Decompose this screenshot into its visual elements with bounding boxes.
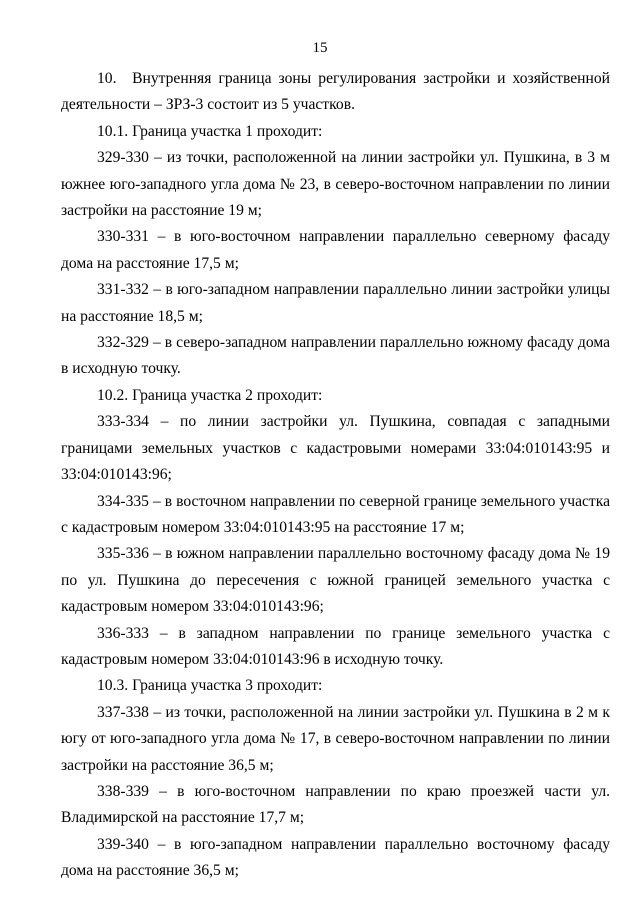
paragraph-10: 10. Внутренняя граница зоны регулирования застройки и хозяйственной деятельности – ЗРЗ-3 состоит из 5 участков. — [61, 70, 610, 114]
paragraph-10-1-heading: 10.1. Граница участка 1 проходит: — [97, 122, 323, 140]
paragraph-339-340: 339-340 – в юго-западном направлении параллельно восточному фасаду дома на расстояние 36,5 м; — [61, 835, 610, 880]
page-number: 15 — [312, 40, 328, 56]
paragraph-336-333: 336-333 – в западном направлении по границе земельного участка с кадастровым номером 33:04:010143:96 в исходную точку. — [61, 624, 610, 668]
paragraph-331-332: 331-332 – в юго-западном направлении параллельно линии застройки улицы на расстояние 18,5 м; — [61, 281, 610, 325]
paragraph-10-2-heading: 10.2. Граница участка 2 проходит: — [97, 386, 323, 404]
paragraph-335-336: 335-336 – в южном направлении параллельно восточному фасаду дома № 19 по ул. Пушкина до пересечения с южной границей земельного участка с кадастровым номером 33:04:010143:96; — [61, 545, 610, 616]
paragraph-332-329: 332-329 – в северо-западном направлении параллельно южному фасаду дома в исходную точку. — [61, 334, 610, 378]
paragraph-334-335: 334-335 – в восточном направлении по северной границе земельного участка с кадастровым номером 33:04:010143:95 на расстояние 17 м; — [61, 492, 610, 536]
paragraph-338-339: 338-339 – в юго-восточном направлении по краю проезжей части ул. Владимирской на расстояние 17,7 м; — [61, 782, 610, 827]
document-body — [61, 66, 610, 885]
paragraph-337-338: 337-338 – из точки, расположенной на линии застройки ул. Пушкина в 2 м к югу от юго-западного угла дома № 17, в северо-восточном направлении по линии застройки на расстояние 36,5 м; — [61, 703, 610, 774]
paragraph-329-330: 329-330 – из точки, расположенной на линии застройки ул. Пушкина, в 3 м южнее юго-западного угла дома № 23, в северо-восточном направлении по линии застройки на расстояние 19 м; — [61, 149, 610, 220]
paragraph-333-334: 333-334 – по линии застройки ул. Пушкина, совпадая с западными границами земельных участков с кадастровыми номерами 33:04:010143:95 и 33:04:010143:96; — [61, 413, 610, 484]
paragraph-10-3-heading: 10.3. Граница участка 3 проходит: — [97, 677, 323, 695]
paragraph-330-331: 330-331 – в юго-восточном направлении параллельно северному фасаду дома на расстояние 17,5 м; — [61, 228, 610, 272]
